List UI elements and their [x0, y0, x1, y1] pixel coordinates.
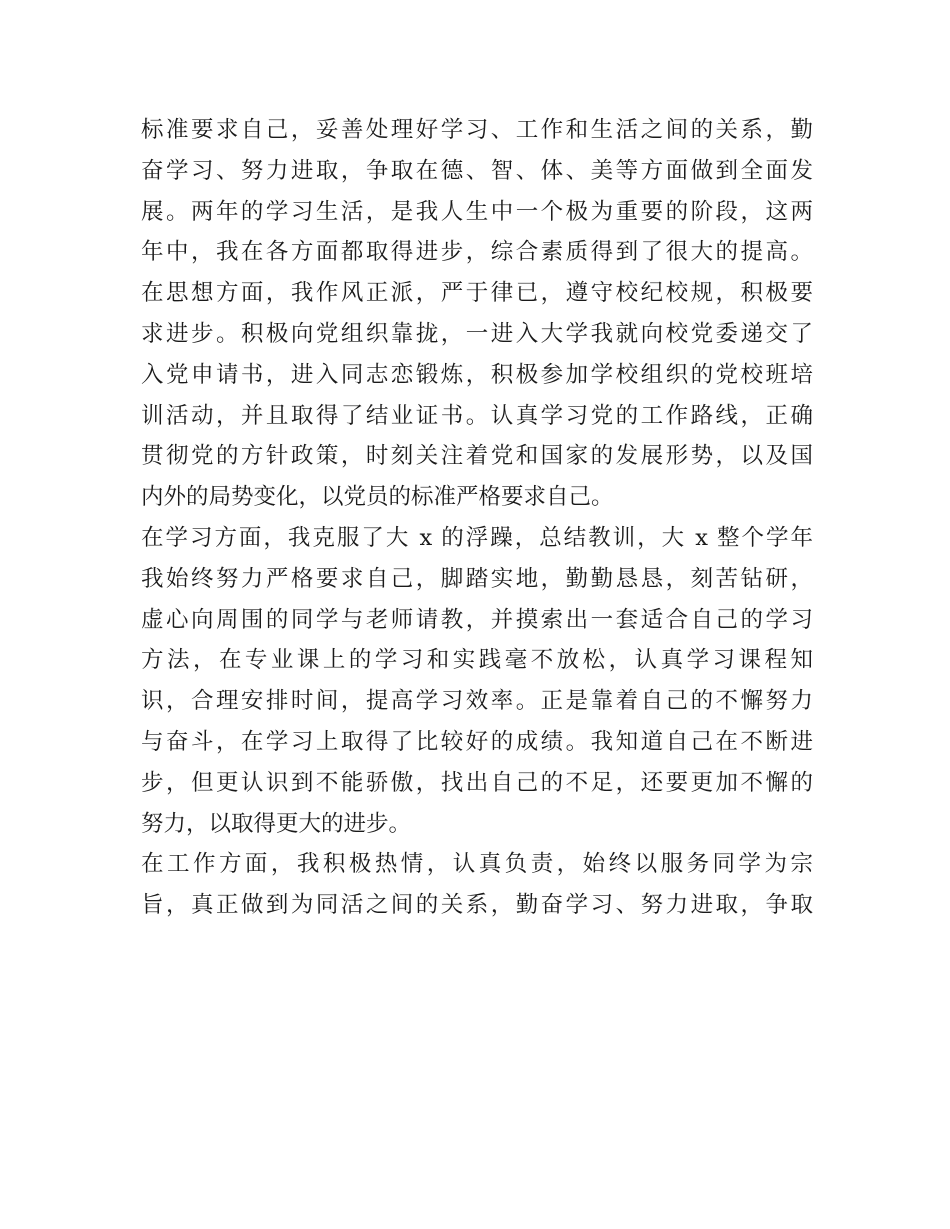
text-line: 方法，在专业课上的学习和实践毫不放松，认真学习课程知 [141, 647, 813, 674]
text-line: 步，但更认识到不能骄傲，找出自己的不足，还要更加不懈的 [141, 769, 813, 796]
text-line: 入党申请书，进入同志恋锻炼，积极参加学校组织的党校班培 [141, 361, 813, 388]
paragraph-intro [141, 110, 813, 273]
text-line: 内外的局势变化，以党员的标准严格要求自己。 [141, 484, 614, 511]
text-line: 在学习方面，我克服了大 x 的浮躁，总结教训，大 x 整个学年 [141, 524, 813, 551]
text-line: 与奋斗，在学习上取得了比较好的成绩。我知道自己在不断进 [141, 728, 813, 755]
text-line: 贯彻党的方针政策，时刻关注着党和国家的发展形势，以及国 [141, 443, 813, 470]
text-line: 奋学习、努力进取，争取在德、智、体、美等方面做到全面发 [141, 157, 813, 184]
text-line: 我始终努力严格要求自己，脚踏实地，勤勤恳恳，刻苦钻研， [141, 565, 813, 592]
text-line: 旨，真正做到为同活之间的关系，勤奋学习、努力进取，争取 [141, 892, 813, 919]
text-line: 年中，我在各方面都取得进步，综合素质得到了很大的提高。 [141, 239, 813, 266]
paragraph-study [141, 518, 813, 844]
text-line: 标准要求自己，妥善处理好学习、工作和生活之间的关系，勤 [141, 117, 813, 143]
text-line: 努力，以取得更大的进步。 [141, 810, 412, 837]
text-line: 训活动，并且取得了结业证书。认真学习党的工作路线，正确 [141, 402, 813, 429]
text-line: 展。两年的学习生活，是我人生中一个极为重要的阶段，这两 [141, 198, 813, 225]
paragraph-work [141, 844, 813, 926]
text-line: 在工作方面，我积极热情，认真负责，始终以服务同学为宗 [141, 851, 813, 878]
paragraph-ideology [141, 273, 813, 518]
text-line: 识，合理安排时间，提高学习效率。正是靠着自己的不懈努力 [141, 688, 813, 715]
text-line: 在思想方面，我作风正派，严于律已，遵守校纪校规，积极要 [141, 280, 813, 307]
document-body [141, 110, 813, 926]
text-line: 求进步。积极向党组织靠拢，一进入大学我就向校党委递交了 [141, 320, 813, 347]
text-line: 虚心向周围的同学与老师请教，并摸索出一套适合自己的学习 [141, 606, 813, 633]
